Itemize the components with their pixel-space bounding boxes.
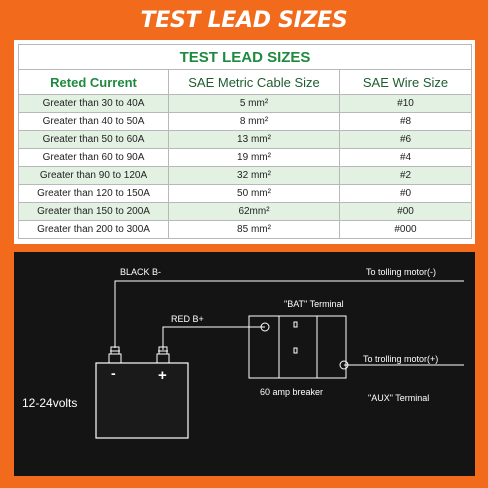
cell-wire-size: #000: [340, 221, 472, 239]
cell-wire-size: #10: [340, 95, 472, 113]
cell-wire-size: #00: [340, 203, 472, 221]
table-body: [19, 95, 472, 239]
red-positive-wire: [163, 327, 265, 350]
cell-wire-size: #4: [340, 149, 472, 167]
black-wire-label: BLACK B-: [120, 267, 162, 277]
cell-metric-size: 62mm²: [169, 203, 340, 221]
cell-rated-current: Greater than 150 to 200A: [19, 203, 169, 221]
cell-rated-current: Greater than 40 to 50A: [19, 113, 169, 131]
battery-negative-post: [109, 347, 121, 363]
cell-wire-size: #0: [340, 185, 472, 203]
voltage-label: 12-24volts: [22, 396, 78, 410]
table-row: [19, 203, 472, 221]
cell-metric-size: 8 mm²: [169, 113, 340, 131]
table-row: [19, 149, 472, 167]
cell-metric-size: 19 mm²: [169, 149, 340, 167]
cell-wire-size: #2: [340, 167, 472, 185]
red-wire-label: RED B+: [171, 314, 204, 324]
lead-size-table: [18, 44, 472, 239]
header-wire-size: SAE Wire Size: [340, 70, 472, 95]
table-row: [19, 131, 472, 149]
cell-metric-size: 5 mm²: [169, 95, 340, 113]
lead-size-table-panel: [14, 40, 475, 244]
cell-rated-current: Greater than 50 to 60A: [19, 131, 169, 149]
cell-metric-size: 13 mm²: [169, 131, 340, 149]
cell-wire-size: #8: [340, 113, 472, 131]
header-metric-cable-size: SAE Metric Cable Size: [169, 70, 340, 95]
header-rated-current: Reted Current: [19, 70, 169, 95]
cell-rated-current: Greater than 60 to 90A: [19, 149, 169, 167]
table-row: [19, 185, 472, 203]
bat-terminal-label: "BAT" Terminal: [284, 299, 344, 309]
wiring-diagram: [14, 252, 475, 476]
table-row: [19, 113, 472, 131]
cell-metric-size: 50 mm²: [169, 185, 340, 203]
battery-plus-sign: +: [158, 367, 167, 384]
cell-rated-current: Greater than 30 to 40A: [19, 95, 169, 113]
cell-rated-current: Greater than 200 to 300A: [19, 221, 169, 239]
cell-metric-size: 32 mm²: [169, 167, 340, 185]
cell-rated-current: Greater than 120 to 150A: [19, 185, 169, 203]
table-title: TEST LEAD SIZES: [19, 45, 472, 70]
battery-minus-sign: -: [111, 365, 116, 381]
black-negative-wire: [115, 281, 464, 348]
table-row: [19, 221, 472, 239]
breaker: [249, 316, 348, 378]
wiring-diagram-svg: [14, 252, 475, 476]
motor-positive-label: To trolling motor(+): [363, 354, 439, 364]
aux-terminal-label: "AUX" Terminal: [368, 393, 430, 403]
table-row: [19, 95, 472, 113]
breaker-label: 60 amp breaker: [260, 387, 324, 397]
motor-negative-label: To tolling motor(-): [366, 267, 437, 277]
table-row: [19, 167, 472, 185]
battery-body: [96, 363, 188, 438]
cell-metric-size: 85 mm²: [169, 221, 340, 239]
cell-rated-current: Greater than 90 to 120A: [19, 167, 169, 185]
page-banner-title: TEST LEAD SIZES: [140, 8, 348, 33]
cell-wire-size: #6: [340, 131, 472, 149]
